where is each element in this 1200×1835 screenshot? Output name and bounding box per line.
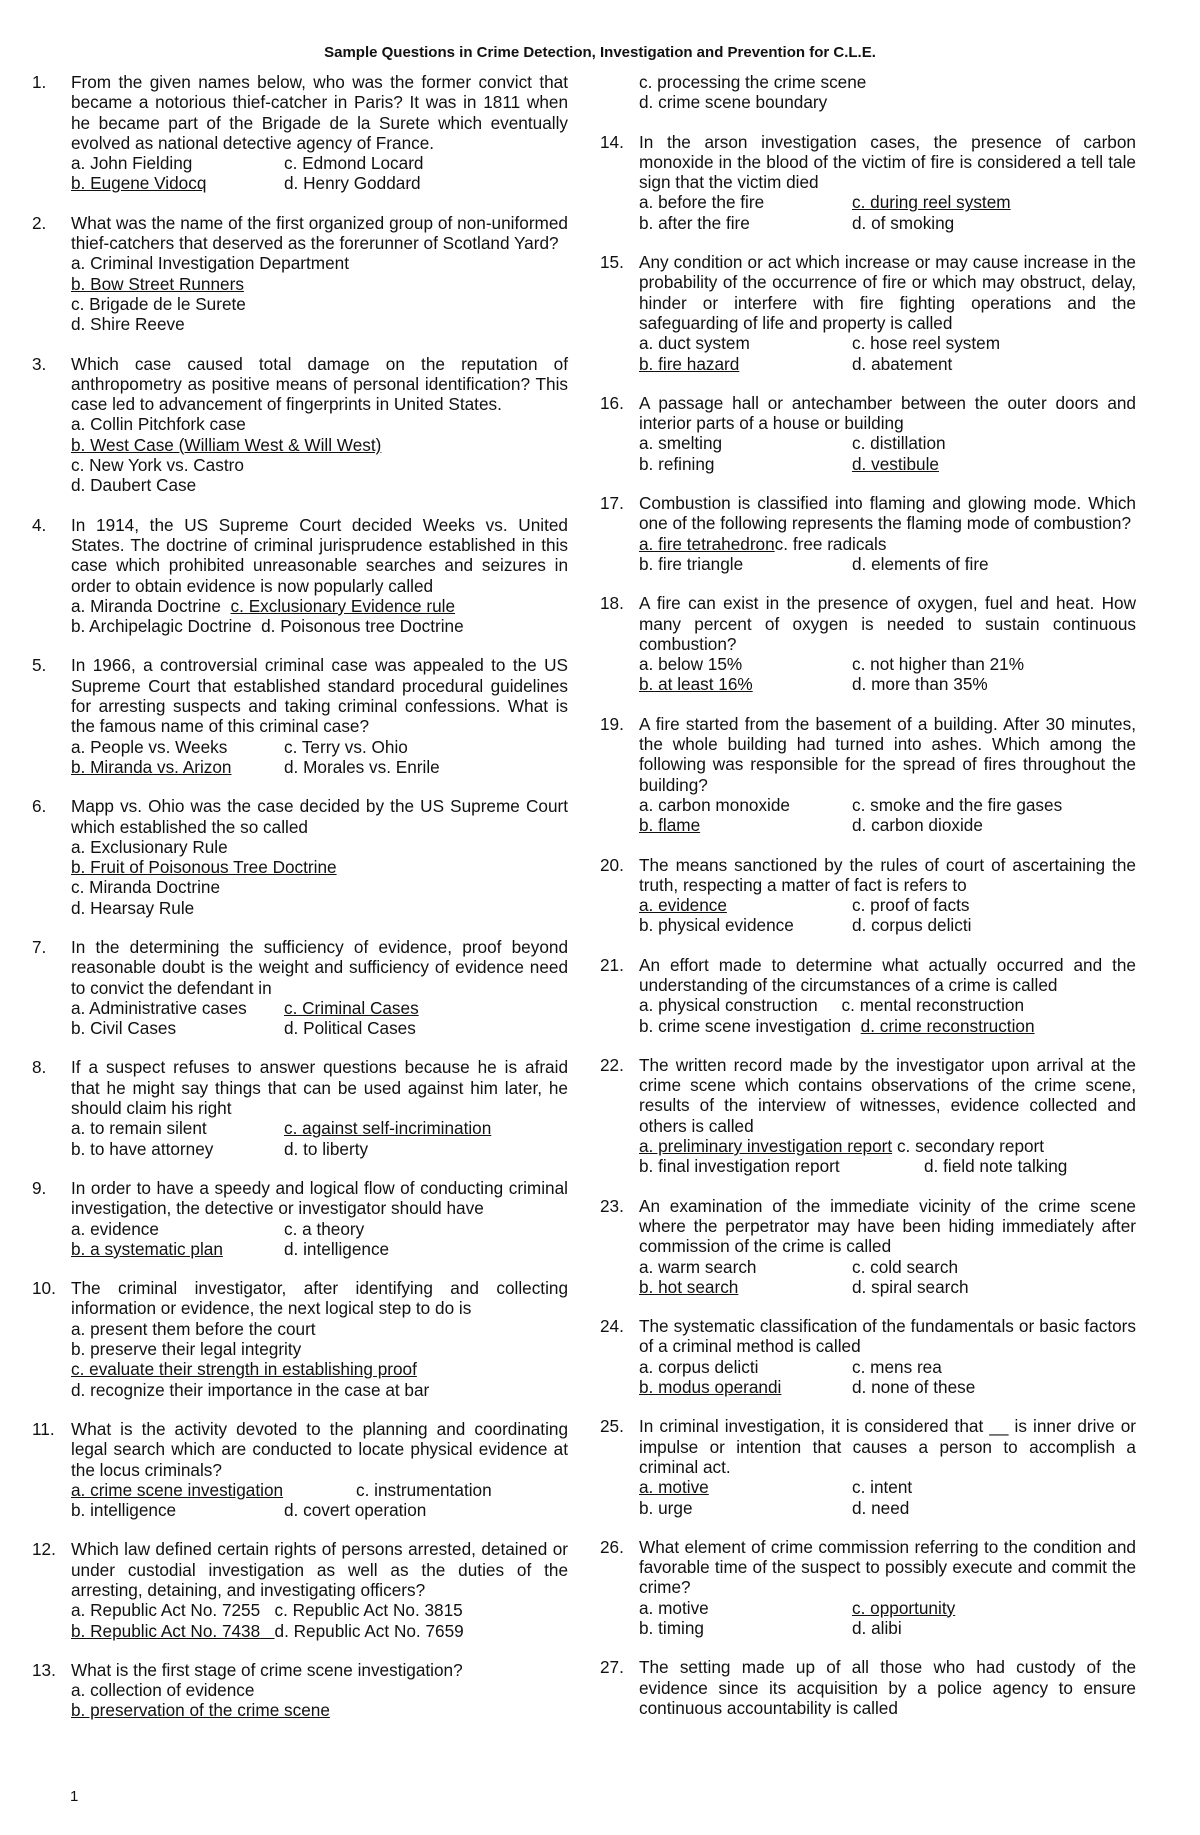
choice-b: b. Civil Cases (71, 1018, 177, 1039)
choice-c: c. Terry vs. Ohio (284, 736, 408, 757)
question-number: 25. (600, 1416, 624, 1437)
question-text: In the determining the sufficiency of evidence, proof beyond reasonable doubt is the weight and sufficiency of evidence need to convict the defendant in (71, 936, 568, 998)
choice-b-answer: b. Miranda vs. Arizon (71, 756, 232, 777)
question-21 (600, 955, 1136, 1036)
choice-d: d. Poisonous tree Doctrine (261, 616, 464, 637)
question-22 (600, 1055, 1136, 1177)
choice-c: c. smoke and the fire gases (852, 794, 1063, 815)
question-6 (32, 796, 568, 918)
question-text: In criminal investigation, it is considered that __ is inner drive or impulse or intention that causes a person to accomplish a criminal act. (639, 1416, 1136, 1477)
question-12 (32, 1539, 568, 1640)
question-number: 23. (600, 1195, 624, 1216)
question-text: A fire started from the basement of a building. After 30 minutes, the whole building had turned into ashes. Which among the following was responsible for the spread of fires throughout the building? (639, 713, 1136, 795)
choice-a-answer: a. evidence (639, 895, 727, 916)
question-number: 13. (32, 1659, 56, 1680)
choice-d: d. Political Cases (284, 1018, 416, 1039)
choice-b-answer: b. fire hazard (639, 353, 740, 374)
question-number: 2. (32, 212, 47, 233)
choice-c: c. free radicals (774, 533, 887, 554)
choice-a-answer: a. crime scene investigation (71, 1479, 284, 1500)
question-20 (600, 855, 1136, 936)
choice-d: d. alibi (852, 1618, 902, 1638)
question-5 (32, 655, 568, 777)
choice-d: d. more than 35% (852, 674, 988, 695)
choice-a: a. Exclusionary Rule (71, 836, 228, 857)
choice-a: a. smelting (639, 433, 723, 454)
choice-d: d. Morales vs. Enrile (284, 756, 440, 777)
question-11 (32, 1419, 568, 1520)
choice-b-answer: b. West Case (William West & Will West) (71, 434, 382, 455)
choice-d: d. Henry Goddard (284, 173, 421, 194)
question-number: 27. (600, 1657, 624, 1678)
question-13 (32, 1660, 568, 1721)
question-number: 6. (32, 796, 47, 817)
choice-d: d. to liberty (284, 1138, 369, 1159)
choice-c: c. a theory (284, 1218, 365, 1239)
choice-d: d. spiral search (852, 1276, 969, 1297)
question-4 (32, 515, 568, 637)
question-number: 22. (600, 1054, 624, 1075)
question-text: The means sanctioned by the rules of court of ascertaining the truth, respecting a matter of fact is refers to (639, 854, 1136, 895)
choice-a: a. motive (639, 1597, 709, 1618)
question-number: 1. (32, 72, 47, 92)
question-27 (600, 1657, 1136, 1718)
question-text: A passage hall or antechamber between the outer doors and interior parts of a house or building (639, 392, 1136, 434)
question-number: 9. (32, 1177, 47, 1198)
choice-b: b. Archipelagic Doctrine (71, 616, 252, 637)
choice-a: a. corpus delicti (639, 1356, 759, 1377)
question-2 (32, 213, 568, 335)
choice-d: d. field note talking (924, 1156, 1068, 1177)
question-25 (600, 1416, 1136, 1517)
choice-d: d. Republic Act No. 7659 (274, 1620, 464, 1641)
question-23 (600, 1196, 1136, 1297)
choice-c: c. mental reconstruction (841, 995, 1025, 1016)
choice-b: b. crime scene investigation (639, 1015, 852, 1036)
question-text: What is the activity devoted to the planning and coordinating legal search which are conducted to locate physical evidence at the locus criminals? (71, 1418, 568, 1480)
question-9 (32, 1178, 568, 1259)
question-text: The systematic classification of the fundamentals or basic factors of a criminal method is called (639, 1316, 1136, 1357)
choice-a: a. Republic Act No. 7255 (71, 1600, 261, 1621)
choice-d: d. recognize their importance in the case at bar (71, 1379, 430, 1400)
question-text: In order to have a speedy and logical flow of conducting criminal investigation, the detective or investigator should have (71, 1177, 568, 1219)
choice-a: a. carbon monoxide (639, 794, 790, 815)
question-10 (32, 1278, 568, 1400)
choice-b: b. refining (639, 453, 715, 474)
choice-c: c. intent (852, 1477, 913, 1498)
choice-c: c. Miranda Doctrine (71, 877, 221, 898)
choice-b: b. timing (639, 1618, 704, 1638)
choice-a: a. evidence (71, 1218, 159, 1239)
choice-a: a. Collin Pitchfork case (71, 414, 246, 435)
question-number: 18. (600, 593, 624, 614)
question-number: 26. (600, 1536, 624, 1557)
choice-b-answer: b. Eugene Vidocq (71, 173, 207, 194)
question-1 (32, 72, 568, 194)
choice-b: b. urge (639, 1497, 693, 1518)
question-text: An effort made to determine what actually occurred and the understanding of the circumstances of a crime is called (639, 954, 1136, 995)
question-number: 14. (600, 131, 624, 152)
question-number: 12. (32, 1539, 56, 1560)
question-number: 5. (32, 655, 47, 676)
choice-a: a. to remain silent (71, 1118, 207, 1139)
choice-b: b. preserve their legal integrity (71, 1339, 302, 1360)
choice-d: d. Shire Reeve (71, 314, 185, 335)
choice-b-answer: b. hot search (639, 1276, 739, 1297)
question-text: Which law defined certain rights of persons arrested, detained or under custodial investigation as well as the duties of the arresting, detaining, and investigating officers? (71, 1539, 568, 1600)
question-text: A fire can exist in the presence of oxygen, fuel and heat. How many percent of oxygen is needed to sustain continuous combustion? (639, 593, 1136, 654)
choice-a: a. Administrative cases (71, 997, 247, 1018)
question-19 (600, 714, 1136, 836)
choice-c: c. cold search (852, 1256, 959, 1277)
question-number: 21. (600, 954, 624, 975)
question-text: The written record made by the investigator upon arrival at the crime scene which contains observations of the crime scene, results of the interview of witnesses, evidence collected and others is called (639, 1054, 1136, 1136)
choice-b-answer: b. Fruit of Poisonous Tree Doctrine (71, 857, 337, 878)
question-number: 17. (600, 493, 624, 514)
choice-d: d. covert operation (284, 1500, 427, 1521)
choice-d: d. of smoking (852, 212, 955, 233)
choice-a-answer: a. motive (639, 1477, 709, 1498)
choice-c-answer: c. during reel system (852, 192, 1011, 213)
question-number: 15. (600, 252, 624, 273)
question-text: What is the first stage of crime scene investigation? (71, 1659, 463, 1680)
choice-c: c. mens rea (852, 1356, 942, 1377)
question-text: The setting made up of all those who had custody of the evidence since its acquisition by a police agency to ensure continuous accountability is called (639, 1657, 1136, 1718)
choice-d: d. elements of fire (852, 553, 989, 574)
choice-c-answer: c. against self-incrimination (284, 1118, 492, 1139)
choice-a: a. before the fire (639, 192, 765, 213)
question-number: 11. (32, 1418, 55, 1439)
choice-a: a. duct system (639, 333, 750, 354)
choice-b-answer: b. preservation of the crime scene (71, 1700, 330, 1721)
question-7 (32, 937, 568, 1038)
choice-b: b. intelligence (71, 1500, 177, 1521)
question-number: 16. (600, 392, 624, 413)
choice-a: a. physical construction (639, 995, 818, 1016)
choice-a: a. People vs. Weeks (71, 736, 228, 757)
choice-c-answer: c. evaluate their strength in establishing proof (71, 1359, 417, 1380)
choice-a: a. present them before the court (71, 1318, 316, 1339)
question-text: From the given names below, who was the former convict that became a notorious thief-catcher in Paris? It was in 1811 when he became part of the Brigade de la Surete which eventually evolved as national detective agency of France. (71, 72, 568, 153)
choice-c: c. Republic Act No. 3815 (274, 1600, 463, 1621)
question-18 (600, 593, 1136, 694)
question-16 (600, 393, 1136, 474)
choice-b: b. physical evidence (639, 915, 794, 936)
question-text: In 1914, the US Supreme Court decided Weeks vs. United States. The doctrine of criminal jurisprudence established in this case which prohibited unreasonable searches and seizures in order to obtain evidence is now popularly called (71, 514, 568, 596)
page-title: Sample Questions in Crime Detection, Investigation and Prevention for C.L.E. (324, 44, 876, 61)
choice-c: c. distillation (852, 433, 946, 454)
question-text: What was the name of the first organized group of non-uniformed thief-catchers that deserved as the forerunner of Scotland Yard? (71, 212, 568, 254)
question-text: Combustion is classified into flaming and glowing mode. Which one of the following represents the flaming mode of combustion? (639, 493, 1136, 534)
question-number: 10. (32, 1278, 56, 1299)
choice-a-answer: a. fire tetrahedron (639, 533, 775, 554)
question-15 (600, 252, 1136, 374)
choice-a: a. Miranda Doctrine (71, 595, 221, 616)
question-8 (32, 1057, 568, 1158)
choice-b-answer: b. at least 16% (639, 674, 753, 695)
choice-d: d. corpus delicti (852, 915, 972, 936)
question-text: Mapp vs. Ohio was the case decided by the US Supreme Court which established the so called (71, 796, 568, 837)
choice-d: d. none of these (852, 1377, 976, 1398)
choice-b-answer: b. modus operandi (639, 1377, 782, 1398)
question-text: In the arson investigation cases, the presence of carbon monoxide in the blood of the victim of fire is considered a tell tale sign that the victim died (639, 131, 1136, 193)
choice-b: b. to have attorney (71, 1138, 214, 1159)
page-number: 1 (70, 1788, 79, 1805)
choice-b-answer: b. Bow Street Runners (71, 273, 244, 294)
choice-c-answer: c. Exclusionary Evidence rule (230, 595, 456, 616)
choice-d-answer: d. crime reconstruction (860, 1015, 1035, 1036)
choice-a-answer: a. preliminary investigation report (639, 1136, 893, 1157)
choice-d: d. need (852, 1497, 910, 1518)
choice-b-answer: b. Republic Act No. 7438 (71, 1620, 261, 1641)
question-number: 20. (600, 854, 624, 875)
question-3 (32, 354, 568, 496)
choice-a: a. John Fielding (71, 153, 193, 174)
choice-d: d. abatement (852, 353, 953, 374)
question-17 (600, 493, 1136, 574)
choice-b: b. after the fire (639, 212, 750, 233)
choice-b: b. fire triangle (639, 553, 744, 574)
question-text: The criminal investigator, after identifying and collecting information or evidence, the next logical step to do is (71, 1278, 568, 1319)
choice-c-answer: c. Criminal Cases (284, 997, 419, 1018)
question-text: In 1966, a controversial criminal case was appealed to the US Supreme Court that established standard procedural guidelines for arresting suspects and taking criminal confessions. What is the famous name of this criminal case? (71, 655, 568, 737)
choice-c: c. secondary report (896, 1136, 1045, 1157)
right-column (600, 72, 1136, 1737)
question-text: What element of crime commission referring to the condition and favorable time of the suspect to possibly execute and commit the crime? (639, 1536, 1136, 1598)
question-text: An examination of the immediate vicinity of the crime scene where the perpetrator may have been hiding immediately after commission of the crime is called (639, 1195, 1136, 1257)
choice-c: c. Brigade de le Surete (71, 293, 246, 314)
choice-c-answer: c. opportunity (852, 1597, 956, 1618)
question-text: Which case caused total damage on the reputation of anthropometry as positive means of personal identification? This case led to advancement of fingerprints in United States. (71, 353, 568, 415)
question-13-continued (600, 72, 1136, 113)
choice-d: d. Daubert Case (71, 475, 197, 496)
choice-c: c. processing the crime scene (639, 72, 867, 92)
choice-c: c. not higher than 21% (852, 654, 1024, 675)
question-26 (600, 1537, 1136, 1638)
choice-c: c. hose reel system (852, 333, 1001, 354)
question-24 (600, 1316, 1136, 1397)
choice-a: a. warm search (639, 1256, 757, 1277)
question-text: Any condition or act which increase or may cause increase in the probability of the occurrence of fire or which may obstruct, delay, hinder or interfere with fire fighting operations and the safeguarding of life and property is called (639, 252, 1136, 333)
question-number: 7. (32, 936, 47, 957)
question-number: 19. (600, 713, 624, 734)
choice-d: d. crime scene boundary (639, 92, 828, 113)
choice-d-answer: d. vestibule (852, 453, 939, 474)
question-14 (600, 132, 1136, 233)
question-number: 3. (32, 353, 47, 374)
question-number: 24. (600, 1316, 624, 1337)
choice-d: d. intelligence (284, 1238, 390, 1259)
choice-b-answer: b. a systematic plan (71, 1238, 223, 1259)
left-column (32, 72, 568, 1740)
question-text: If a suspect refuses to answer questions because he is afraid that he might say things that can be used against him later, he should claim his right (71, 1057, 568, 1119)
choice-d: d. Hearsay Rule (71, 897, 195, 918)
choice-b-answer: b. flame (639, 815, 701, 836)
choice-a: a. Criminal Investigation Department (71, 253, 349, 274)
choice-d: d. carbon dioxide (852, 815, 983, 836)
choice-a: a. below 15% (639, 654, 743, 675)
question-number: 4. (32, 514, 47, 535)
choice-c: c. proof of facts (852, 895, 970, 916)
choice-a: a. collection of evidence (71, 1680, 255, 1701)
choice-c: c. New York vs. Castro (71, 455, 244, 476)
choice-c: c. instrumentation (356, 1479, 492, 1500)
question-number: 8. (32, 1057, 47, 1078)
choice-c: c. Edmond Locard (284, 153, 424, 174)
choice-b: b. final investigation report (639, 1156, 840, 1177)
